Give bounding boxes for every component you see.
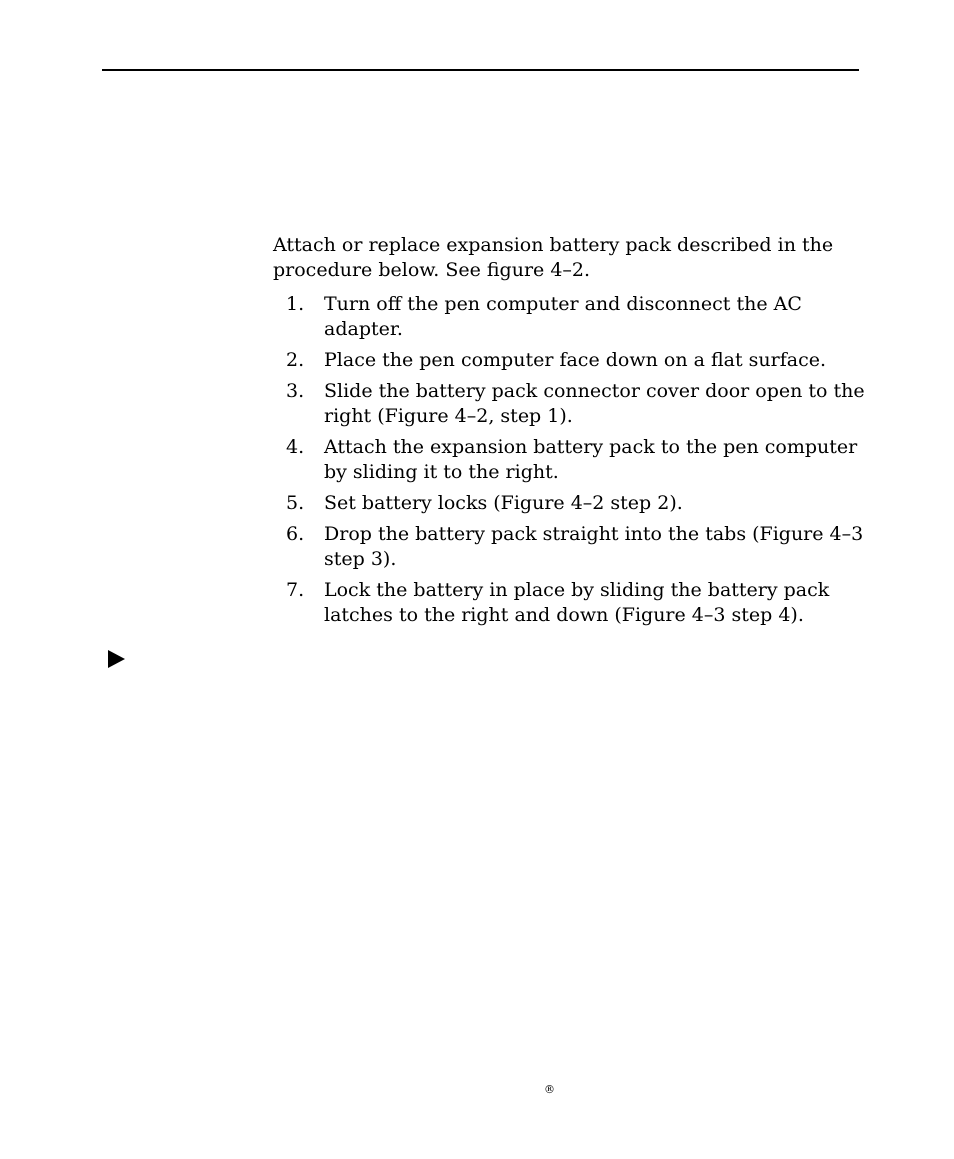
step-number: 4. [286, 436, 305, 458]
step-item [273, 348, 868, 373]
step-text: Place the pen computer face down on a flat surface. [324, 349, 826, 371]
step-item [273, 379, 868, 429]
procedure-steps [273, 292, 868, 634]
step-text: Turn off the pen computer and disconnect the AC adapter. [324, 293, 802, 340]
step-item [273, 578, 868, 628]
right-arrow-icon [108, 650, 125, 668]
step-number: 7. [286, 579, 305, 601]
step-item [273, 491, 868, 516]
registered-mark: ® [544, 1083, 555, 1096]
step-text: Attach the expansion battery pack to the pen computer by sliding it to the right. [324, 436, 858, 483]
step-number: 5. [286, 492, 305, 514]
intro-paragraph: Attach or replace expansion battery pack described in the procedure below. See figure 4–2. [273, 234, 834, 281]
step-number: 1. [286, 293, 305, 315]
header-rule [102, 69, 859, 71]
step-item [273, 292, 868, 342]
step-text: Drop the battery pack straight into the tabs (Figure 4–3 step 3). [324, 523, 864, 570]
step-text: Set battery locks (Figure 4–2 step 2). [324, 492, 683, 514]
step-text: Slide the battery pack connector cover door open to the right (Figure 4–2, step 1). [324, 380, 865, 427]
step-item [273, 522, 868, 572]
step-number: 3. [286, 380, 305, 402]
step-item [273, 435, 868, 485]
step-text: Lock the battery in place by sliding the battery pack latches to the right and down (Figure 4–3 step 4). [324, 579, 830, 626]
step-number: 2. [286, 349, 305, 371]
step-number: 6. [286, 523, 305, 545]
